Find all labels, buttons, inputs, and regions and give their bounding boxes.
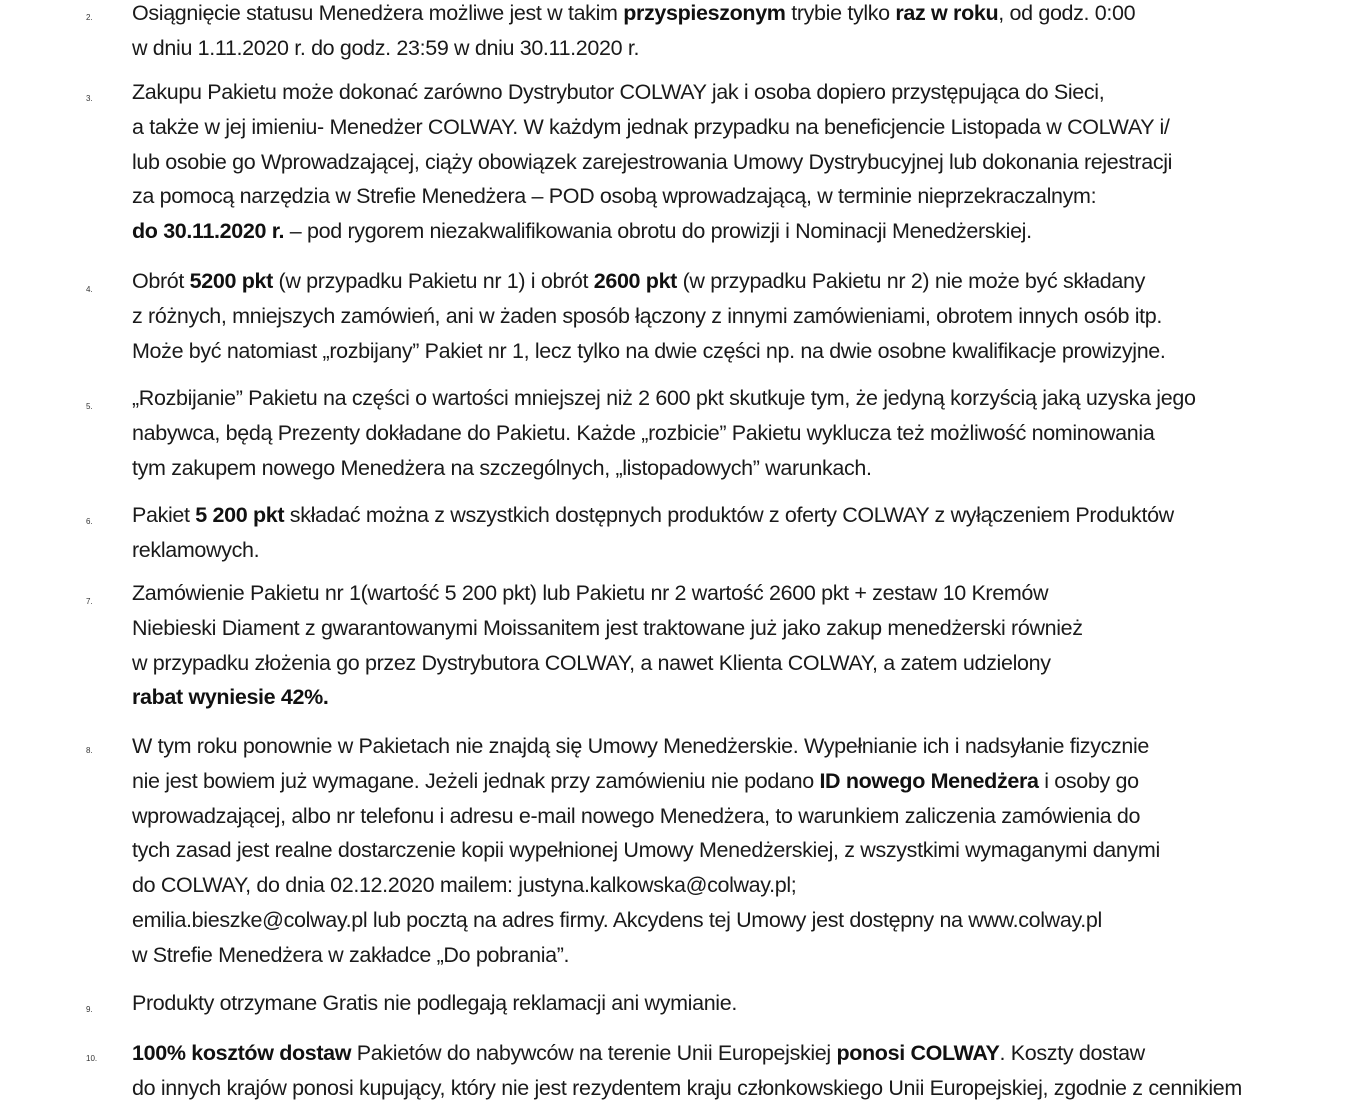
text-run: tym zakupem nowego Menedżera na szczególnych, „listopadowych” warunkach. <box>132 455 872 480</box>
text-run: wprowadzającej, albo nr telefonu i adresu e-mail nowego Menedżera, to warunkiem zaliczenia zamówienia do <box>132 803 1141 828</box>
bold-text-run: ponosi COLWAY <box>836 1041 1000 1065</box>
text-line <box>132 214 1272 249</box>
list-item-number: 10. <box>86 1054 98 1063</box>
text-run: nabywca, będą Prezenty dokładane do Pakietu. Każde „rozbicie” Pakietu wyklucza też możliwość nominowania <box>132 420 1155 445</box>
text-run: Pakiet <box>132 503 196 527</box>
text-run: lub osobie go Wprowadzającej, ciąży obowiązek zarejestrowania Umowy Dystrybucyjnej lub dokonania rejestracji <box>132 149 1173 174</box>
text-line <box>132 31 1272 66</box>
text-run: (w przypadku Pakietu nr 2) nie może być składany <box>677 269 1146 293</box>
text-line <box>132 110 1272 145</box>
text-line <box>132 986 1272 1021</box>
text-run: Obrót <box>132 269 190 293</box>
text-line <box>132 381 1272 416</box>
bold-text-run: ID nowego Menedżera <box>819 768 1039 793</box>
text-line <box>132 451 1272 486</box>
text-run: do COLWAY, do dnia 02.12.2020 mailem: justyna.kalkowska@colway.pl; <box>132 873 797 898</box>
text-line <box>132 1036 1272 1071</box>
text-run: w dniu 1.11.2020 r. do godz. 23:59 w dniu 30.11.2020 r. <box>132 35 640 60</box>
text-run: trybie tylko <box>785 1 896 25</box>
text-line <box>132 0 1272 31</box>
bold-text-run: 100% kosztów dostaw <box>132 1041 352 1065</box>
list-item-text <box>132 75 1272 249</box>
text-line <box>132 75 1272 110</box>
text-run: z różnych, mniejszych zamówień, ani w żaden sposób łączony z innymi zamówieniami, obrotem innych osób itp. <box>132 303 1163 328</box>
text-run: Może być natomiast „rozbijany” Pakiet nr 1, lecz tylko na dwie części np. na dwie osobne kwalifikacje prowizyjne. <box>132 338 1166 363</box>
text-line <box>132 533 1272 568</box>
list-item-number: 9. <box>86 1005 93 1014</box>
text-run: , od godz. 0:00 <box>998 1 1136 25</box>
text-line <box>132 264 1272 299</box>
list-item-number: 2. <box>86 13 93 22</box>
list-item-number: 4. <box>86 285 93 294</box>
text-line <box>132 416 1272 451</box>
text-run: i osoby go <box>1038 768 1139 793</box>
bold-text-run: raz w roku <box>895 1 999 25</box>
text-run: Osiągnięcie statusu Menedżera możliwe jest w takim <box>132 1 624 25</box>
list-item-text <box>132 729 1272 973</box>
text-run: Niebieski Diament z gwarantowanymi Moissanitem jest traktowane już jako zakup menedżerski również <box>132 615 1083 640</box>
list-item-text <box>132 986 1272 1021</box>
list-item-number: 7. <box>86 597 93 606</box>
text-line <box>132 833 1272 868</box>
text-run: w Strefie Menedżera w zakładce „Do pobrania”. <box>132 942 570 967</box>
text-run: do innych krajów ponosi kupujący, który nie jest rezydentem kraju członkowskiego Unii Europejskiej, zgodnie z cennikiem <box>132 1075 1242 1100</box>
text-run: nie jest bowiem już wymagane. Jeżeli jednak przy zamówieniu nie podano <box>132 768 820 793</box>
text-run: reklamowych. <box>132 537 260 562</box>
list-item-number: 3. <box>86 94 93 103</box>
text-line <box>132 576 1272 611</box>
text-run: W tym roku ponownie w Pakietach nie znajdą się Umowy Menedżerskie. Wypełnianie ich i nadsyłanie fizycznie <box>132 734 1150 758</box>
text-line <box>132 868 1272 903</box>
list-item-text <box>132 576 1272 715</box>
text-line <box>132 1071 1272 1106</box>
list-item-number: 6. <box>86 517 93 526</box>
text-line <box>132 646 1272 681</box>
text-line <box>132 145 1272 180</box>
text-line <box>132 799 1272 834</box>
text-run: emilia.bieszke@colway.pl lub pocztą na adres firmy. Akcydens tej Umowy jest dostępny na www.colway.pl <box>132 907 1102 932</box>
text-run: za pomocą narzędzia w Strefie Menedżera – POD osobą wprowadzającą, w terminie nieprzekraczalnym: <box>132 184 1097 209</box>
bold-text-run: 5200 pkt <box>189 269 273 293</box>
text-run: składać można z wszystkich dostępnych produktów z oferty COLWAY z wyłączeniem Produktów <box>284 503 1174 527</box>
bold-text-run: rabat wyniesie 42%. <box>132 685 329 710</box>
bold-text-run: do 30.11.2020 r. <box>132 219 285 244</box>
text-run: – pod rygorem niezakwalifikowania obrotu do prowizji i Nominacji Menedżerskiej. <box>284 219 1032 244</box>
text-run: . Koszty dostaw <box>999 1041 1145 1065</box>
list-item-text <box>132 381 1272 485</box>
text-line <box>132 299 1272 334</box>
list-item-text <box>132 264 1272 368</box>
text-run: Zakupu Pakietu może dokonać zarówno Dystrybutor COLWAY jak i osoba dopiero przystępująca do Sieci, <box>132 80 1105 104</box>
text-line <box>132 903 1272 938</box>
text-run: w przypadku złożenia go przez Dystrybutora COLWAY, a nawet Klienta COLWAY, a zatem udzielony <box>132 650 1051 675</box>
text-line <box>132 498 1272 533</box>
list-item-number: 8. <box>86 746 93 755</box>
text-run: (w przypadku Pakietu nr 1) i obrót <box>272 269 594 293</box>
text-line <box>132 764 1272 799</box>
bold-text-run: przyspieszonym <box>623 1 786 25</box>
text-line <box>132 334 1272 369</box>
text-run: tych zasad jest realne dostarczenie kopii wypełnionej Umowy Menedżerskiej, z wszystkimi wymaganymi danymi <box>132 838 1160 863</box>
text-line <box>132 938 1272 973</box>
text-run: Produkty otrzymane Gratis nie podlegają reklamacji ani wymianie. <box>132 991 737 1015</box>
text-line <box>132 729 1272 764</box>
text-run: Zamówienie Pakietu nr 1(wartość 5 200 pkt) lub Pakietu nr 2 wartość 2600 pkt + zestaw 10 Kremów <box>132 581 1049 605</box>
list-item-text <box>132 1036 1272 1106</box>
text-line <box>132 179 1272 214</box>
list-item-text <box>132 0 1272 66</box>
list-item-text <box>132 498 1272 568</box>
list-item-number: 5. <box>86 402 93 411</box>
bold-text-run: 5 200 pkt <box>195 503 285 527</box>
text-line <box>132 611 1272 646</box>
bold-text-run: 2600 pkt <box>593 269 677 293</box>
text-run: „Rozbijanie” Pakietu na części o wartości mniejszej niż 2 600 pkt skutkuje tym, że jedyną korzyścią jaką uzyska jego <box>132 386 1196 410</box>
text-run: Pakietów do nabywców na terenie Unii Europejskiej <box>351 1041 837 1065</box>
text-line <box>132 680 1272 715</box>
text-run: a także w jej imieniu- Menedżer COLWAY. W każdym jednak przypadku na beneficjencie Listopada w COLWAY i/ <box>132 114 1170 139</box>
